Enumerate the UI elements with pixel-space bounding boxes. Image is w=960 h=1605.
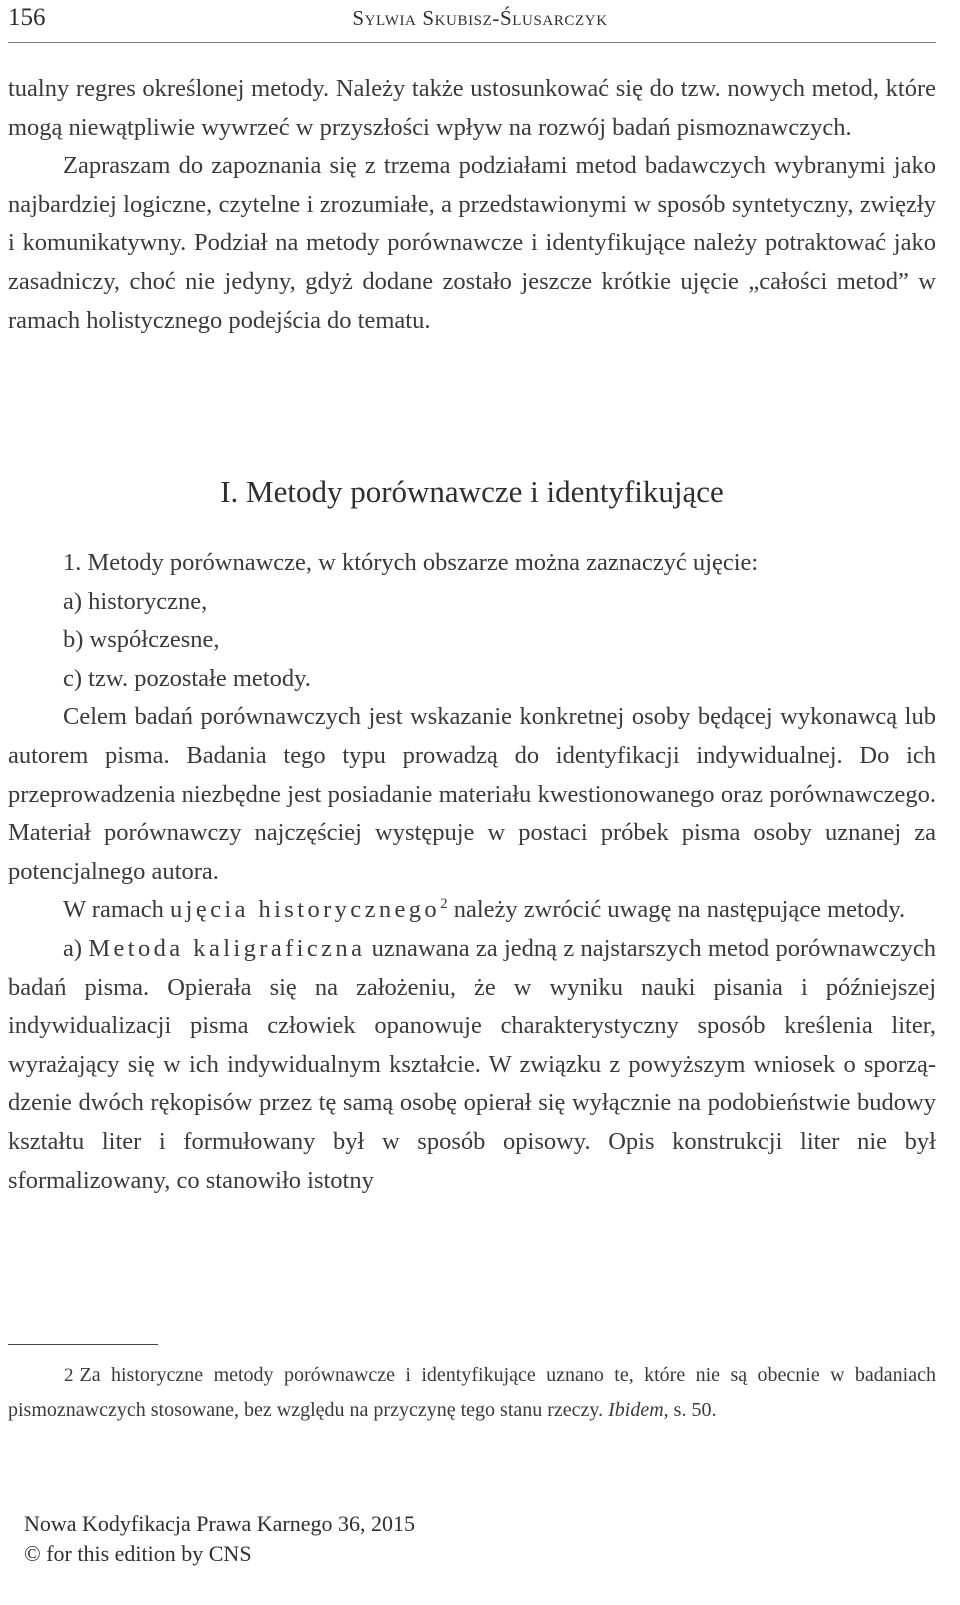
copyright-notice: © for this edition by CNS — [24, 1541, 252, 1566]
section-heading: I. Metody porównawcze i identyfikujące — [220, 474, 724, 509]
footnote-rule — [8, 1344, 158, 1345]
text-run: W ramach — [63, 896, 171, 924]
page-footer — [24, 1509, 415, 1569]
paragraph: Zapraszam do zapoznania się z trzema podziałami metod badawczych wybranymi jako najbardziej logiczne, czytelne i zrozumiałe, a przedstawionymi w sposób syntetyczny, zwięzły i komunikatywny. Podział na metody porównawcze i identyfikujące należy potraktować jako zasadniczy, choć nie jedyny, gdyż dodane zostało jeszcze krótkie ujęcie „całości metod” w ramach holistycznego podejścia do tematu. — [8, 152, 936, 334]
footnote-reference[interactable]: 2 — [440, 896, 448, 913]
footnote-ibidem: Ibidem — [608, 1399, 664, 1421]
emphasized-term: ujęcia historycznego — [170, 896, 441, 924]
text-run: należy zwrócić uwagę na następujące metody. — [447, 896, 906, 924]
journal-citation: Nowa Kodyfikacja Prawa Karnego 36, 2015 — [24, 1511, 415, 1536]
footnote — [8, 1358, 936, 1427]
header-rule — [8, 42, 936, 43]
intro-text — [8, 70, 936, 340]
list-intro: 1. Metody porównawcze, w których obszarze można zaznaczyć ujęcie: — [63, 549, 759, 576]
paragraph: tualny regres określonej metody. Należy także ustosunkować się do tzw. nowych metod, które mogą niewątpliwie wywrzeć w przyszłości wpływ na rozwój badań pismoznawczych. — [8, 75, 936, 141]
paragraph — [8, 930, 936, 1200]
page-header — [0, 0, 960, 42]
footnote-tail: , s. 50. — [663, 1399, 717, 1421]
emphasized-term: Metoda kaligraficzna — [88, 934, 366, 962]
paragraph: Celem badań porównawczych jest wskazanie konkretnej osoby będącej wykonawcą lub autorem pisma. Badania tego typu prowadzą do identyfikacji indywidualnej. Do ich przeprowadzenia niezbędne jest posiadanie materiału kwestionowanego oraz porównawczego. Materiał porównawczy najczęściej występuje w postaci próbek pisma osoby uznanej za potencjalnego autora. — [8, 703, 936, 885]
footnote-mark: 2 — [64, 1365, 74, 1386]
section-text — [8, 544, 936, 1200]
page-number: 156 — [8, 4, 46, 31]
list-item: c) tzw. pozostałe metody. — [63, 664, 311, 692]
running-title: Sylwia Skubisz-Ślusarczyk — [352, 6, 608, 30]
list-item: b) współczesne, — [63, 626, 220, 654]
text-run: uznawana za jedną z najstarszych metod porównawczych badań pisma. Opierała się na założeniu, że w wyniku nauki pisania i późniejszej indywidualizacji pisma człowiek opanowuje charakterystyczny sposób kreślenia liter, wyrażający się w ich indywidualnym kształcie. W związku z powyższym wniosek o sporządzenie dwóch rękopisów przez tę samą osobę opierał się wyłącznie na podobieństwie budowy kształtu liter i formułowany był w sposób opisowy. Opis konstrukcji liter nie był sformalizowany, co stanowiło istotny — [8, 934, 936, 1194]
list-item: a) historyczne, — [63, 587, 208, 615]
text-run: a) — [63, 934, 89, 962]
footnote-text: Za historyczne metody porównawcze i identyfikujące uznano te, które nie są obecnie w badaniach pismoznawczych stosowane, bez względu na przyczynę tego stanu rzeczy. — [8, 1364, 936, 1421]
paragraph — [8, 891, 936, 930]
